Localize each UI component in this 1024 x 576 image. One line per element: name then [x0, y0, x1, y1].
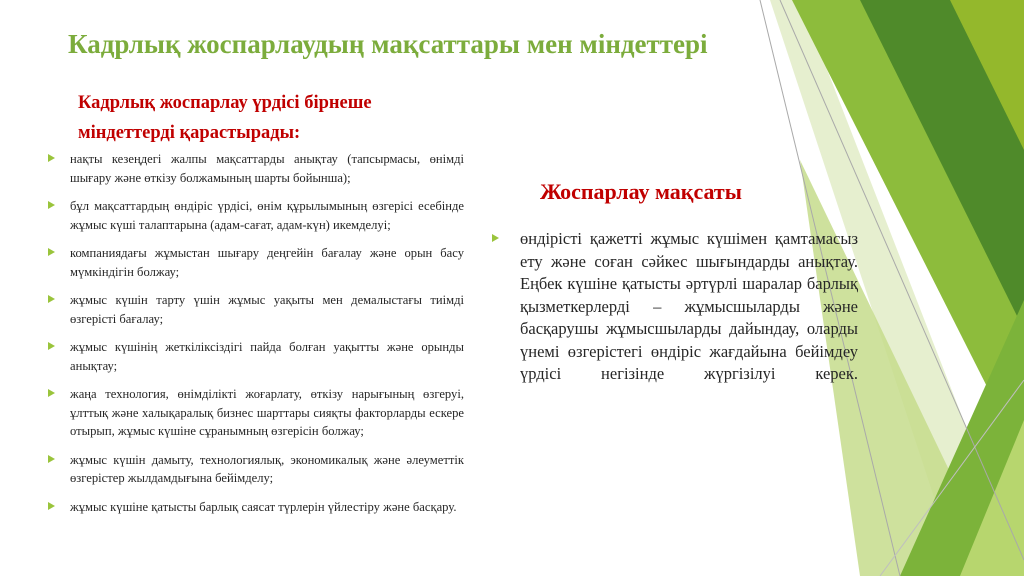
goal-text: өндірісті қажетті жұмыс күшімен қамтамасыз ету және соған сәйкес шығындарды анықтау. Еңбек күшіне қатысты әртүрлі шаралар барлық қызметкерлерді – жұмысшыларды және басқарушы жұмысшыларды дайындау, оларды үнемі өзгерістегі өндіріс жағдайына бейімдеу үрдісі негізінде жүргізілуі керек. — [520, 229, 858, 383]
bullet-arrow-icon — [48, 502, 55, 510]
list-item-text: жұмыс күшін дамыту, технологиялық, экономикалық және әлеуметтік өзгерістер жылдамдығына бейімделу; — [70, 452, 464, 486]
list-item-text: нақты кезеңдегі жалпы мақсаттарды анықтау (тапсырмасы, өнімді шығару және өткізу болжамының шарты бойынша); — [70, 152, 464, 185]
list-item-text: жұмыс күшін тарту үшін жұмыс уақыты мен демалыстағы тиімді өзгерісті бағалау; — [70, 293, 464, 326]
bullet-arrow-icon — [492, 234, 499, 242]
list-item-text: жұмыс күшіне қатысты барлық саясат түрлерін үйлестіру және басқару. — [70, 499, 457, 514]
bullet-arrow-icon — [48, 201, 55, 209]
list-item — [48, 451, 464, 488]
list-item — [48, 498, 464, 517]
list-item — [48, 338, 464, 375]
tasks-list — [48, 150, 464, 526]
list-item — [48, 150, 464, 187]
bullet-arrow-icon — [48, 154, 55, 162]
list-item — [48, 291, 464, 328]
slide-title: Кадрлық жоспарлаудың мақсаттары мен міндеттері — [68, 29, 708, 59]
bullet-arrow-icon — [48, 342, 55, 350]
goal-heading: Жоспарлау мақсаты — [540, 179, 742, 204]
list-item-text: компаниядағы жұмыстан шығару деңгейін бағалау және орын басу мүмкіндігін болжау; — [70, 246, 464, 279]
list-item-text: жұмыс күшінің жеткіліксіздігі пайда болған уақытты және орынды анықтау; — [70, 340, 464, 373]
bullet-arrow-icon — [48, 389, 55, 397]
list-item-text: жаңа технология, өнімділікті жоғарлату, өткізу нарығының өзгеруі, ұлттық және халықаралық бизнес шарттары сияқты факторларды ескере отырып, жұмыс күшіне сұранымның өзгерісін болжау; — [70, 387, 464, 439]
list-item — [48, 197, 464, 234]
bullet-arrow-icon — [48, 295, 55, 303]
bullet-arrow-icon — [48, 248, 55, 256]
tasks-subtitle: Кадрлық жоспарлау үрдісі бірнеше міндеттерді қарастырады: — [78, 93, 372, 143]
goal-paragraph — [492, 228, 858, 386]
list-item — [48, 244, 464, 281]
list-item-text: бұл мақсаттардың өндіріс үрдісі, өнім құрылымының өзгерісі есебінде жұмыс күші талаптарына (адам-сағат, адам-күн) икемделуі; — [70, 199, 464, 232]
bullet-arrow-icon — [48, 455, 55, 463]
list-item — [48, 385, 464, 441]
